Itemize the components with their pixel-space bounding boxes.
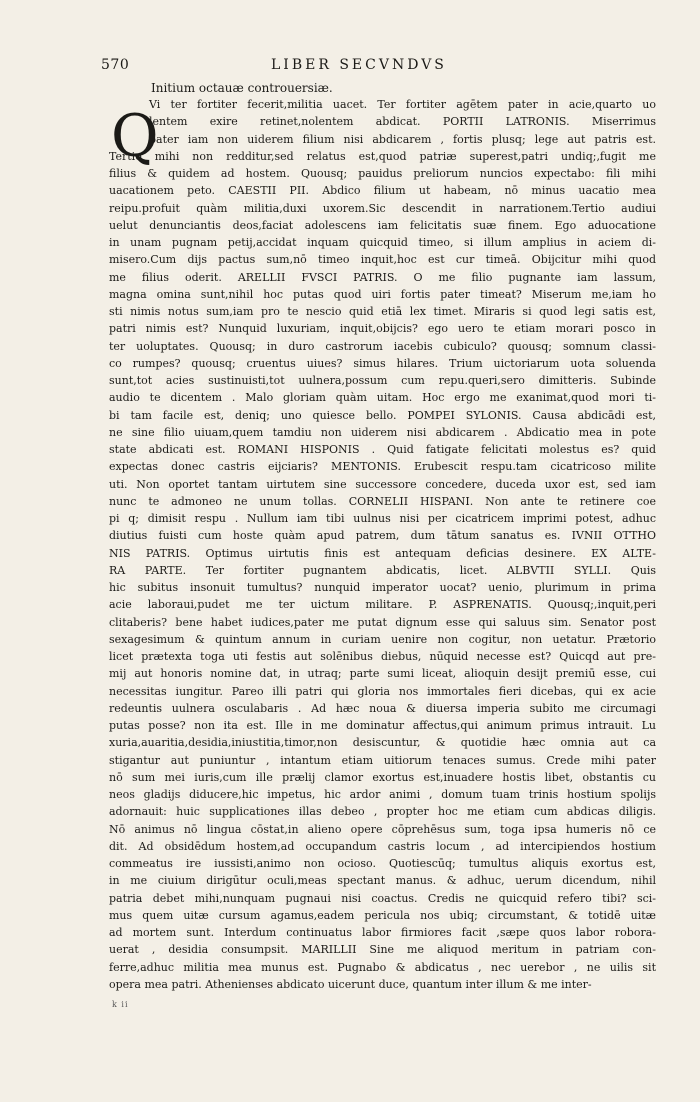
text-line: ferre,adhuc militia mea munus est. Pugnabo & abdicatus , nec uerebor , ne uilis sit: [109, 960, 656, 974]
text-line: sunt,tot acies sustinuisti,tot uulnera,possum cum repu.queri,sero dimitteris. Subinde: [109, 374, 656, 387]
drop-cap-initial: Q: [111, 102, 159, 170]
text-line: RA PARTE. Ter fortiter pugnantem abdicatis, licet. ALBVTII SYLLI. Quis: [109, 563, 656, 577]
text-line: magna omina sunt,nihil hoc putas quod uiri fortis pater timeat? Miserum me,iam ho: [109, 287, 656, 301]
section-title: Initium octauæ controuersiæ.: [151, 81, 333, 95]
text-line: ne sine filio uiuam,quem tamdiu non uiderem nisi abdicarem . Abdicatio mea in pote: [109, 425, 656, 439]
text-line: reipu.profuit quàm militia,duxi uxorem.Sic descendit in narrationem.Tertio audiui: [109, 201, 656, 215]
text-line: uerat , desidia consumpsit. MARILLII Sine me aliquod meritum in patriam con-: [109, 943, 656, 957]
text-line: clitaberis? bene habet iudices,pater me putat dignum esse qui saluus sim. Senator post: [109, 615, 656, 629]
running-title: LIBER SECVNDVS: [271, 57, 447, 73]
text-line: Nō animus nō lingua cōstat,in alieno opere cōprehēsus sum, toga ipsa humeris nō ce: [109, 822, 656, 836]
text-line: hic subitus insonuit tumultus? nunquid imperator uocat? uenio, plurimum in prima: [109, 581, 656, 594]
text-line: in me ciuium dirigūtur oculi,meas spectant manus. & adhuc, uerum dicendum, nihil: [109, 874, 656, 888]
text-line: nunc te admoneo ne unum tollas. CORNELII HISPANI. Non ante te retinere coe: [109, 494, 656, 508]
text-line: pi q; dimisit respu . Nullum iam tibi uulnus nisi per cicatricem imprimi potest, adhuc: [109, 512, 656, 525]
text-line: misero.Cum dijs pactus sum,nō timeo inquit,hoc est cur timeā. Obijcitur mihi quod: [109, 253, 656, 267]
text-line: ter uoluptates. Quousq; in duro castrorum iacebis cubiculo? quousq; somnum classi-: [109, 339, 656, 353]
text-line: mij aut honoris nomine dat, in utraq; parte sumi liceat, alioquin desijt premiū esse, cui: [109, 667, 656, 681]
text-block: [109, 80, 656, 993]
text-line: lentem exire retinet,nolentem abdicat. PORTII LATRONIS. Miserrimus: [149, 115, 656, 129]
text-line: acie laboraui,pudet me ter uictum militare. P. ASPRENATIS. Quousq;,inquit,peri: [109, 598, 656, 612]
text-line: Vi ter fortiter fecerit,militia uacet. Ter fortiter agētem pater in acie,quarto uo: [149, 98, 656, 111]
text-line: in unam pugnam petij,accidat inquam quicquid timeo, si illum amplius in aciem di-: [109, 236, 656, 249]
text-line: redeuntis uulnera osculabaris . Ad hæc noua & diuersa imperia subito me circumagi: [109, 701, 656, 715]
text-line: putas posse? non ita est. Ille in me dominatur affectus,qui animum primus intrauit. Lu: [109, 719, 656, 732]
text-line: sexagesimum & quintum annum in curiam uenire non cogitur, non uetatur. Prætorio: [109, 632, 656, 646]
text-line: neos gladijs diducere,hic impetus, hic ardor animi , domum tuam trinis hostium spolijs: [109, 788, 656, 801]
text-line: diutius fuisti cum hoste quàm apud patrem, dum tātum sanatus es. IVNII OTTHO: [109, 529, 656, 543]
text-line: NIS PATRIS. Optimus uirtutis finis est antequam deficias desinere. EX ALTE-: [109, 546, 656, 560]
text-line: opera mea patri. Athenienses abdicato uicerunt duce, quantum inter illum & me inter-: [109, 977, 592, 991]
text-line: me filius oderit. ARELLII FVSCI PATRIS. O me filio pugnante iam lassum,: [109, 270, 656, 284]
text-line: bi tam facile est, deniq; uno quiesce bello. POMPEI SYLONIS. Causa abdicādi est,: [109, 408, 656, 422]
signature-mark: k ii: [112, 1000, 129, 1009]
text-line: co rumpes? quousq; cruentus uiues? simus hilares. Trium uictoriarum uota soluenda: [109, 356, 656, 370]
text-line: sti nimis notus sum,iam pro te nescio quid etiā lex timet. Miraris si quod legi satis est,: [109, 305, 656, 318]
text-line: commeatus ire iussisti,animo non ocioso. Quotiescūq; tumultus aliquis exortus est,: [109, 857, 656, 870]
text-line: pater iam non uiderem filium nisi abdicarem , fortis plusq; lege aut patris est.: [149, 132, 656, 146]
text-line: dit. Ad obsidēdum hostem,ad occupandum castris locum , ad intercipiendos hostium: [109, 839, 656, 853]
text-line: nō sum mei iuris,cum ille prælij clamor exortus est,inuadere hostis libet, obstantis cu: [109, 770, 656, 784]
text-line: uelut denunciantis deos,faciat adolescens iam felicitatis suæ finem. Ego aduocatione: [109, 218, 656, 232]
text-line: patri nimis est? Nunquid luxuriam, inquit,obijcis? ego uero te etiam morari posco in: [109, 322, 656, 336]
body-text: [109, 96, 656, 993]
page-header: [101, 57, 661, 79]
text-line: Tertio mihi non redditur,sed relatus est,quod patriæ superest,patri undiq;,fugit me: [109, 149, 656, 163]
page-number: 570: [101, 57, 130, 73]
text-line: filius & quidem ad hostem. Quousq; pauidus preliorum nuncios expectabo: fili mihi: [109, 167, 656, 180]
text-line: licet prætexta toga uti festis aut solēnibus diebus, nūquid necesse est? Quicqd aut pre-: [109, 650, 656, 663]
text-line: audio te dicentem . Malo gloriam quàm uitam. Hoc ergo me exanimat,quod mori ti-: [109, 391, 656, 405]
text-line: adornauit: huic supplicationes illas debeo , propter hoc me etiam cum abdicas diligis.: [109, 805, 656, 819]
text-line: xuria,auaritia,desidia,iniustitia,timor,non desiscuntur, & quotidie hæc omnia aut ca: [109, 736, 656, 750]
text-line: state abdicati est. ROMANI HISPONIS . Quid fatigate felicitati molestus es? quid: [109, 443, 656, 456]
text-line: stigantur aut puniuntur , intantum etiam uitiorum tenaces sumus. Crede mihi pater: [109, 753, 656, 767]
text-line: patria debet mihi,nunquam pugnaui nisi coactus. Credis ne quicquid refero tibi? sci-: [109, 891, 656, 905]
text-line: mus quem uitæ cursum agamus,eadem pericula nos ubiq; circumstant, & totidē uitæ: [109, 908, 656, 922]
text-line: expectas donec castris eijciaris? MENTONIS. Erubescit respu.tam cicatricoso milite: [109, 460, 656, 474]
text-line: uacationem peto. CAESTII PII. Abdico filium ut habeam, nō minus uacatio mea: [109, 184, 656, 198]
text-line: uti. Non oportet tantam uirtutem sine successore concedere, duceda uxor est, sed iam: [109, 477, 656, 491]
text-line: ad mortem sunt. Interdum continuatus labor firmiores facit ,sæpe quos labor robora-: [109, 926, 656, 939]
text-line: necessitas iungitur. Pareo illi patri qui gloria nos immortales fieri dicebas, qui ex acie: [109, 684, 656, 698]
